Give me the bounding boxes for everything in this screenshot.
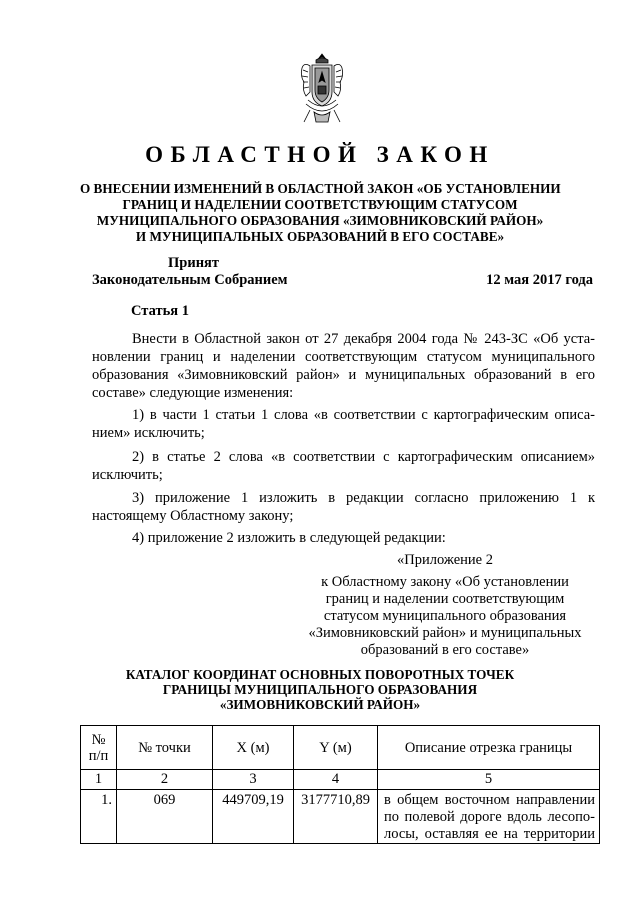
paragraph-line: составе» следующие изменения: <box>92 385 294 401</box>
column-number: 5 <box>378 770 600 790</box>
appendix-line: к Областному закону «Об установлении <box>321 574 569 590</box>
table-row <box>81 790 600 844</box>
coordinates-table <box>80 725 600 844</box>
header-cell-y: Y (м) <box>294 726 378 770</box>
column-number: 3 <box>213 770 294 790</box>
row-y: 3177710,89 <box>294 790 378 844</box>
coat-of-arms-emblem <box>298 52 346 126</box>
header-pp: п/п <box>88 747 109 764</box>
appendix-line: «Зимовниковский район» и муниципальных <box>308 625 582 641</box>
document-title: ОБЛАСТНОЙ ЗАКОН <box>145 142 495 167</box>
row-x: 449709,19 <box>213 790 294 844</box>
appendix-title: «Приложение 2 <box>397 552 493 568</box>
item-1 <box>92 406 595 442</box>
description-line: в общем восточном направлении <box>384 792 595 808</box>
heading-line: О ВНЕСЕНИИ ИЗМЕНЕНИЙ В ОБЛАСТНОЙ ЗАКОН «ОБ УСТАНОВЛЕНИИ <box>80 181 561 196</box>
description-line: по полевой дороге вдоль лесопо- <box>384 809 595 825</box>
adopted-label: Принят <box>168 255 220 271</box>
heading-line: МУНИЦИПАЛЬНОГО ОБРАЗОВАНИЯ «ЗИМОВНИКОВСКИЙ РАЙОН» <box>96 213 544 228</box>
adopted-by: Законодательным Собранием <box>92 272 288 288</box>
appendix-reference <box>300 574 590 659</box>
paragraph-line: 2) в статье 2 слова «в соответствии с картографическим описанием» <box>132 449 595 465</box>
heading-line: И МУНИЦИПАЛЬНЫХ ОБРАЗОВАНИЙ В ЕГО СОСТАВЕ» <box>135 229 505 244</box>
header-number-sign: № <box>91 731 106 748</box>
item-3 <box>92 489 595 525</box>
heading-line: ГРАНИЦ И НАДЕЛЕНИИ СООТВЕТСТВУЮЩИМ СТАТУСОМ <box>122 197 518 212</box>
header-cell-point: № точки <box>117 726 213 770</box>
catalog-heading <box>80 667 560 712</box>
header-cell-index <box>81 726 117 770</box>
adopted-date: 12 мая 2017 года <box>486 272 593 288</box>
appendix-line: статусом муниципального образования <box>323 608 567 624</box>
paragraph-line: 4) приложение 2 изложить в следующей редакции: <box>132 530 446 546</box>
table-column-numbers-row <box>81 770 600 790</box>
paragraph-line: 3) приложение 1 изложить в редакции согласно приложению 1 к <box>132 490 595 506</box>
paragraph-line: настоящему Областному закону; <box>92 508 294 524</box>
item-4 <box>92 529 595 547</box>
column-number: 2 <box>117 770 213 790</box>
law-heading <box>80 181 560 245</box>
catalog-line: КАТАЛОГ КООРДИНАТ ОСНОВНЫХ ПОВОРОТНЫХ ТОЧЕК <box>125 667 515 682</box>
paragraph-line: 1) в части 1 статьи 1 слова «в соответствии с картографическим описа- <box>132 407 595 423</box>
column-number: 1 <box>81 770 117 790</box>
row-description <box>378 790 600 844</box>
description-line: лосы, оставляя ее на территории <box>384 826 595 842</box>
row-point: 069 <box>117 790 213 844</box>
paragraph-line: исключить; <box>92 467 163 483</box>
table-header-row <box>81 726 600 770</box>
paragraph-line: нием» исключить; <box>92 425 205 441</box>
row-index: 1. <box>81 790 117 844</box>
appendix-line: границ и наделении соответствующим <box>325 591 565 607</box>
catalog-line: «ЗИМОВНИКОВСКИЙ РАЙОН» <box>219 697 421 712</box>
column-number: 4 <box>294 770 378 790</box>
header-cell-description: Описание отрезка границы <box>378 726 600 770</box>
article-title: Статья 1 <box>131 303 189 319</box>
catalog-line: ГРАНИЦЫ МУНИЦИПАЛЬНОГО ОБРАЗОВАНИЯ <box>162 682 478 697</box>
appendix-line: образований в его составе» <box>360 642 530 658</box>
adopted-block <box>92 255 288 289</box>
item-2 <box>92 448 595 484</box>
paragraph-line: Внести в Областной закон от 27 декабря 2004 года № 243-ЗС «Об уста- <box>132 331 595 347</box>
paragraph-line: образования «Зимовниковский район» и муниципальных образований в его <box>92 367 595 383</box>
header-cell-x: X (м) <box>213 726 294 770</box>
intro-paragraph <box>92 330 595 402</box>
paragraph-line: новлении границ и наделении соответствующим статусом муниципального <box>92 349 595 365</box>
